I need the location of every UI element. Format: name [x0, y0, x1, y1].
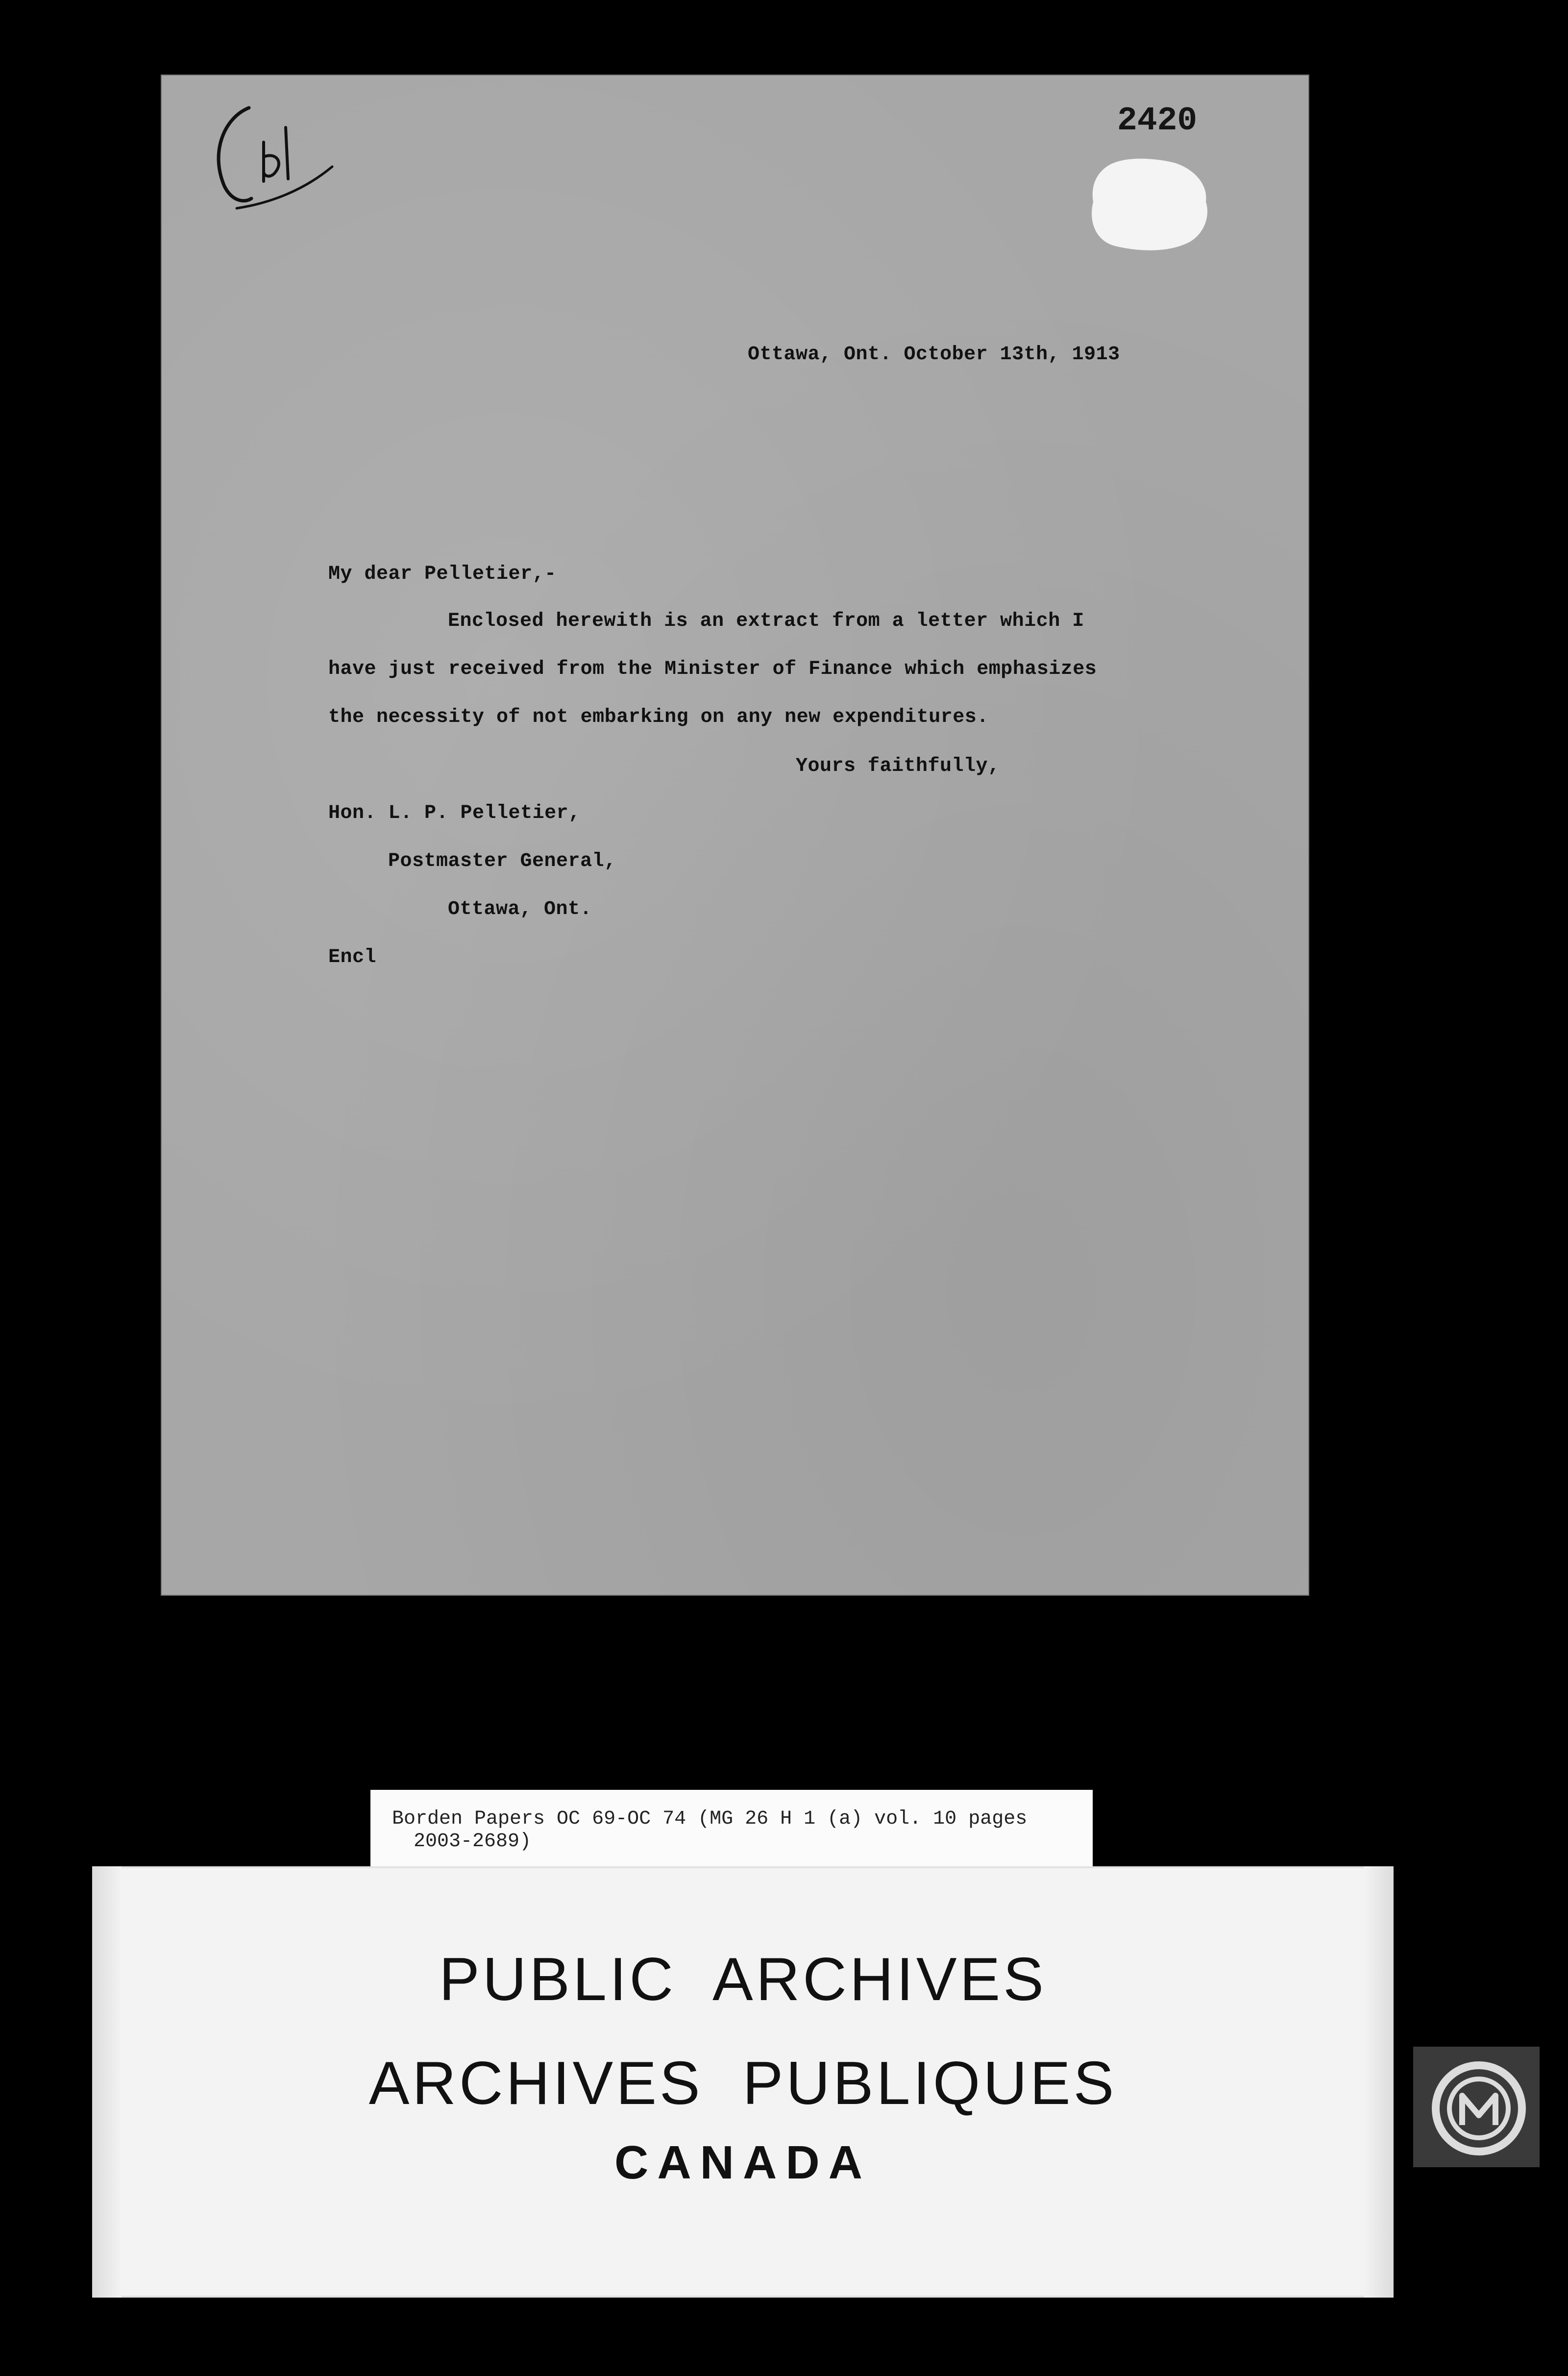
salutation: My dear Pelletier,-	[328, 563, 557, 585]
addressee-city: Ottawa, Ont.	[448, 898, 592, 920]
closing: Yours faithfully,	[796, 755, 1000, 777]
body-line: have just received from the Minister of Finance which emphasizes	[328, 658, 1097, 680]
date-line: Ottawa, Ont. October 13th, 1913	[748, 344, 1120, 366]
archives-card	[92, 1866, 1394, 2298]
body-line: the necessity of not embarking on any new expenditures.	[328, 706, 989, 728]
addressee-title: Postmaster General,	[388, 850, 616, 872]
enclosure-note: Encl	[328, 946, 377, 968]
white-stamp-mark	[1086, 153, 1213, 256]
reference-line: 2003-2689)	[414, 1831, 532, 1853]
reference-label	[370, 1790, 1093, 1866]
addressee-name: Hon. L. P. Pelletier,	[328, 802, 581, 824]
reference-line: Borden Papers OC 69-OC 74 (MG 26 H 1 (a) vol. 10 pages	[392, 1808, 1028, 1830]
body-line: Enclosed herewith is an extract from a letter which I	[448, 610, 1084, 632]
microfilm-logo-icon	[1413, 2047, 1540, 2167]
page-number: 2420	[1117, 102, 1198, 140]
handwritten-mark-icon	[190, 98, 337, 221]
archives-country: CANADA	[614, 2136, 871, 2189]
archives-title-french: ARCHIVES PUBLIQUES	[368, 2050, 1117, 2117]
archives-title-english: PUBLIC ARCHIVES	[439, 1946, 1047, 2013]
letter-page	[161, 74, 1309, 1596]
